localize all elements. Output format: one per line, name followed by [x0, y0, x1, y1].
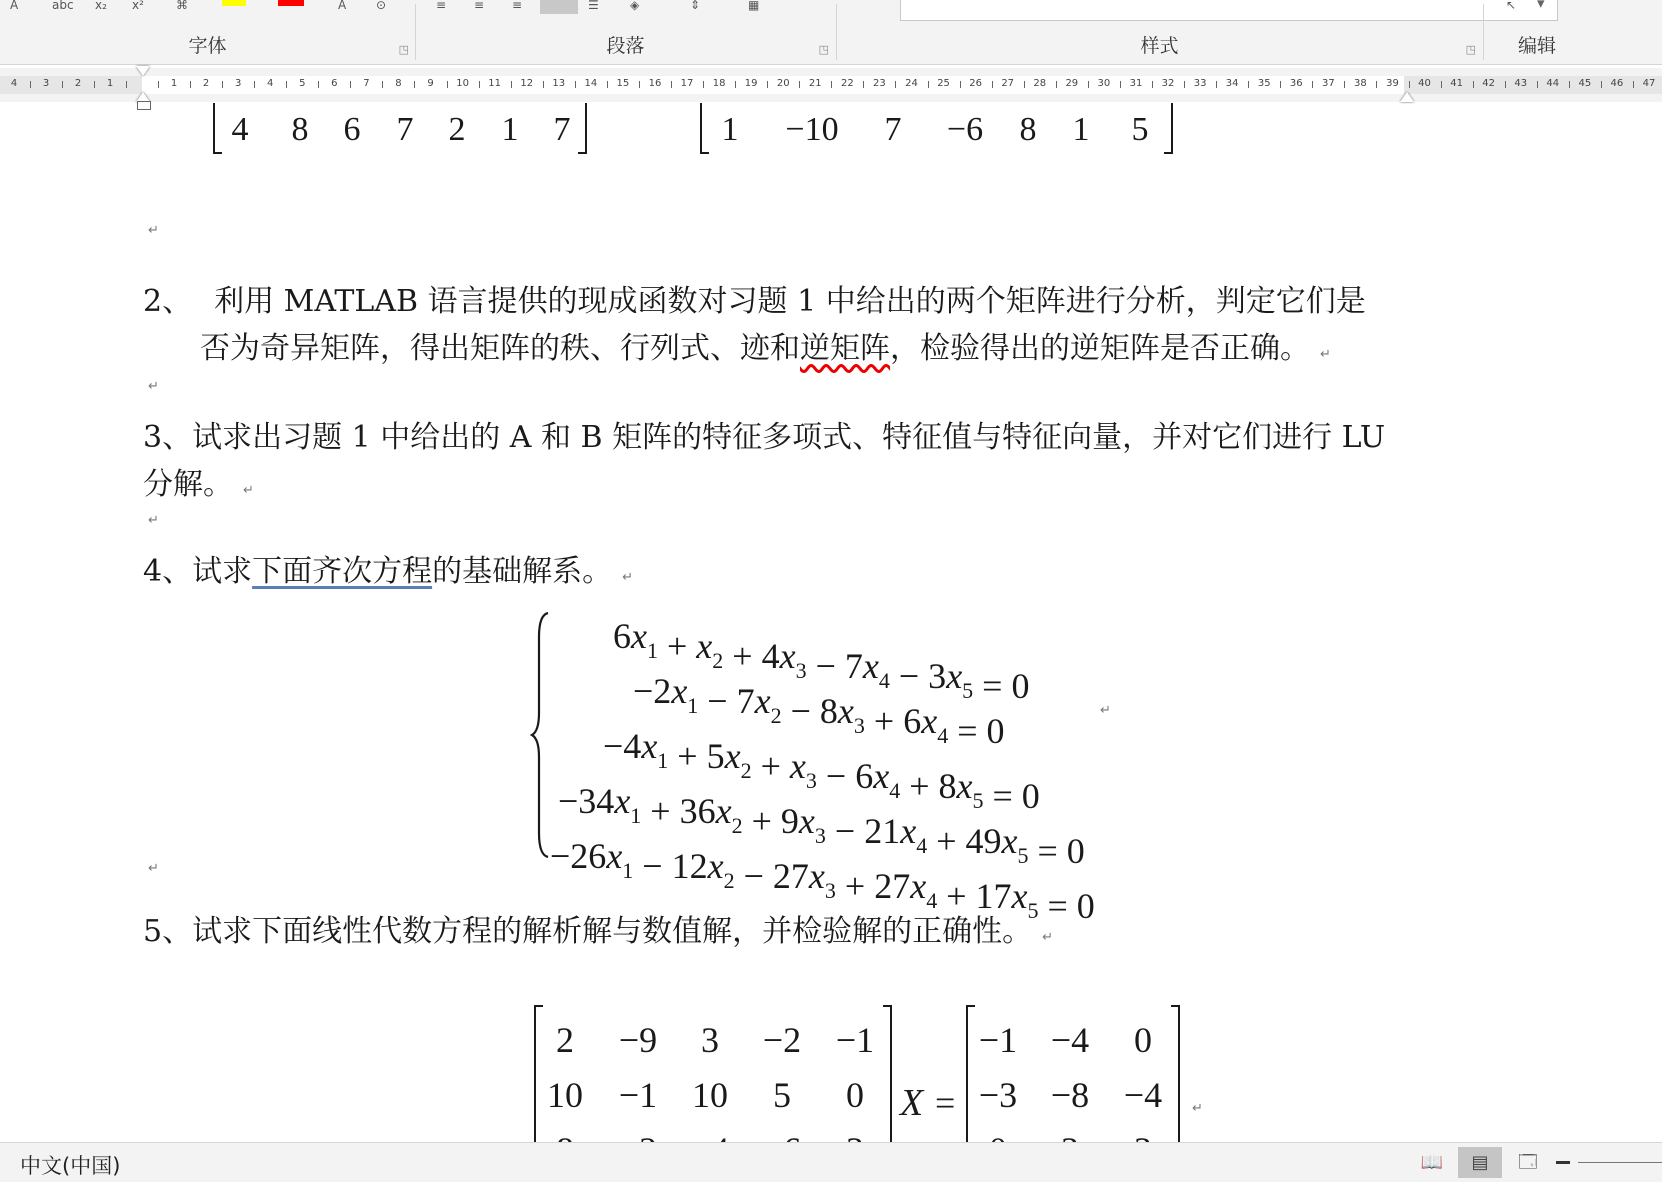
ruler-tick [703, 81, 704, 88]
ruler-tick [1216, 81, 1217, 88]
ruler-number: 13 [552, 78, 566, 89]
text-effects-icon[interactable]: A [10, 0, 19, 12]
ruler-tick [960, 81, 961, 88]
ruler-tick [1056, 81, 1057, 88]
editing-group [1490, 0, 1662, 64]
ruler-tick [1024, 81, 1025, 88]
paragraph-group-label: 段落 [606, 35, 645, 57]
matrix-cell: −1 [835, 1020, 875, 1060]
styles-group [837, 0, 1482, 64]
divider [1483, 4, 1484, 60]
matrix-cell: 8 [291, 111, 309, 148]
ruler-number: 29 [1065, 78, 1079, 89]
matrix-cell: 1 [501, 111, 519, 148]
ruler-number: 24 [905, 78, 918, 89]
print-layout-icon[interactable]: ▤ [1458, 1147, 1502, 1178]
equation-row: $-26x_1 - 12x_2 - 27x_3 + 27x_4 + 17x_5 = 0$ [550, 836, 1095, 926]
ruler-tick [1312, 81, 1313, 88]
paragraph-mark: ↵ [243, 483, 254, 498]
ruler-number: 36 [1289, 78, 1303, 89]
styles-dialog-launcher-icon[interactable]: ◳ [1465, 43, 1476, 56]
right-indent-marker[interactable] [1400, 92, 1414, 102]
editing-group-label: 编辑 [1518, 35, 1557, 57]
ruler-number: 3 [42, 78, 50, 89]
ruler-tick [928, 81, 929, 88]
superscript-icon[interactable]: x² [132, 0, 144, 12]
ruler-tick [1537, 81, 1538, 88]
ruler-number: 21 [808, 78, 822, 89]
ruler-number: 42 [1482, 78, 1496, 89]
ruler-number: 4 [10, 78, 18, 89]
ruler-tick [1633, 81, 1634, 88]
zoom-slider[interactable] [1578, 1162, 1662, 1163]
language-indicator[interactable]: 中文(中国) [20, 1154, 121, 1178]
right-matrix-right-bracket [1171, 1006, 1179, 1146]
strikethrough-icon[interactable]: abc [52, 0, 74, 12]
ruler-tick [382, 81, 383, 88]
ruler-tick [1152, 81, 1153, 88]
char-shading-icon[interactable]: A [338, 0, 347, 12]
font-group [0, 0, 415, 64]
ruler-number: 47 [1642, 78, 1656, 89]
paragraph-mark: ↵ [148, 379, 159, 394]
matrix-cell: −3 [978, 1075, 1018, 1115]
ruler-number: 34 [1225, 78, 1239, 89]
q2-line2a: 否为奇异矩阵，得出矩阵的秩、行列式、迹和 [200, 331, 800, 366]
ruler-tick [158, 81, 159, 88]
ruler-number: 43 [1514, 78, 1528, 89]
question-3 [143, 414, 1385, 461]
matrix-a-right-bracket [578, 103, 586, 153]
matrix-cell: −10 [785, 111, 839, 148]
font-dialog-launcher-icon[interactable]: ◳ [398, 43, 409, 56]
right-matrix-left-bracket [967, 1006, 975, 1146]
q3-line2: 分解。 [143, 467, 233, 502]
ruler-number: 16 [648, 78, 662, 89]
ruler-tick [254, 81, 255, 88]
ruler-tick [1344, 81, 1345, 88]
ruler-tick [1280, 81, 1281, 88]
ruler-tick [447, 81, 448, 88]
matrix-cell: 6 [343, 111, 361, 148]
matrix-a-left-bracket [214, 103, 222, 153]
ruler-number: 35 [1257, 78, 1271, 89]
ruler-tick [318, 81, 319, 88]
matrix-cell: 3 [701, 1020, 719, 1060]
equation-row: $6x_1 + x_2 + 4x_3 - 7x_4 - 3x_5 = 0$ [613, 616, 1030, 706]
ruler-number: 14 [584, 78, 598, 89]
ruler-number: 44 [1546, 78, 1560, 89]
matrix-cell: 1 [1072, 111, 1090, 148]
matrix-cell: 4 [231, 111, 249, 148]
ruler-number: 15 [616, 78, 630, 89]
document-page[interactable] [0, 103, 1662, 1142]
matrix-cell: 2 [556, 1020, 574, 1060]
matrix-cell: 5 [773, 1075, 791, 1115]
ruler-tick [895, 81, 896, 88]
paragraph-mark: ↵ [148, 223, 159, 238]
ruler-tick [30, 81, 31, 88]
q3-line1: 3、试求出习题 1 中给出的 A 和 B 矩阵的特征多项式、特征值与特征向量，并对它们进行 LU [143, 420, 1386, 455]
ruler-tick [1601, 81, 1602, 88]
matrix-cell: −6 [946, 111, 984, 148]
matrix-cell: −8 [1050, 1075, 1090, 1115]
matrix-cell: 10 [547, 1075, 583, 1115]
matrix-cell: −2 [762, 1020, 802, 1060]
left-matrix-right-bracket [883, 1006, 891, 1146]
ruler-tick [671, 81, 672, 88]
matrix-cell: 2 [448, 111, 466, 148]
ruler-tick [1376, 81, 1377, 88]
q2-number: 2、 [143, 284, 193, 319]
ruler-number: 41 [1450, 78, 1463, 89]
ruler-number: 9 [427, 78, 434, 89]
ruler-tick [639, 81, 640, 88]
paragraph-mark: ↵ [1192, 1101, 1203, 1116]
matrix-cell: 0 [846, 1075, 864, 1115]
ruler-number: 2 [74, 78, 82, 89]
styles-group-label: 样式 [1140, 35, 1179, 57]
ruler-number: 3 [234, 78, 242, 89]
align-left-icon[interactable]: ≡ [436, 0, 447, 12]
ruler-number: 38 [1354, 78, 1367, 89]
ruler-tick [575, 81, 576, 88]
matrix-cell: 0 [1134, 1020, 1152, 1060]
ruler-tick [863, 81, 864, 88]
ruler-tick [1184, 81, 1185, 88]
ruler-number: 46 [1610, 78, 1624, 89]
ruler-number: 33 [1193, 78, 1207, 89]
ruler-tick [479, 81, 480, 88]
q2-line1: 利用 MATLAB 语言提供的现成函数对习题 1 中给出的两个矩阵进行分析，判定它们是 [214, 284, 1366, 319]
ruler-number: 1 [170, 78, 178, 89]
zoom-out-icon[interactable] [1556, 1161, 1570, 1164]
left-matrix-left-bracket [535, 1006, 543, 1146]
ruler-tick [350, 81, 351, 88]
system-left-brace [532, 613, 548, 857]
ruler-tick [831, 81, 832, 88]
subscript-icon[interactable]: x₂ [95, 0, 107, 12]
matrix-cell: 7 [884, 111, 902, 148]
matrix-top [0, 103, 1662, 163]
ruler-tick [511, 81, 512, 88]
borders-icon[interactable]: ▦ [748, 0, 760, 12]
equation-row: $-2x_1 - 7x_2 - 8x_3 + 6x_4 = 0$ [633, 671, 1005, 751]
ruler-tick [126, 81, 127, 88]
matrix-equation [0, 996, 1662, 1146]
ruler-number: 31 [1129, 78, 1143, 89]
equation-row: $-34x_1 + 36x_2 + 9x_3 - 21x_4 + 49x_5 = 0$ [558, 781, 1085, 871]
equation-row: $-4x_1 + 5x_2 + x_3 - 6x_4 + 8x_5 = 0$ [603, 726, 1040, 816]
matrix-cell: −4 [1050, 1020, 1090, 1060]
paragraph-mark: ↵ [1320, 347, 1331, 362]
font-group-label: 字体 [188, 35, 227, 57]
equals-sign: = [935, 1083, 956, 1123]
ruler-tick [767, 81, 768, 88]
matrix-cell: 7 [553, 111, 571, 148]
ruler-number: 8 [395, 78, 402, 89]
paragraph-group [416, 0, 835, 64]
matrix-cell: −4 [1123, 1075, 1163, 1115]
ruler-number: 30 [1097, 78, 1111, 89]
chevron-down-icon[interactable]: ▾ [1537, 0, 1545, 12]
paragraph-mark: ↵ [622, 570, 633, 585]
ruler-number: 28 [1033, 78, 1047, 89]
line-spacing-icon[interactable]: ⇕ [690, 0, 701, 12]
matrix-b-left-bracket [701, 103, 709, 153]
ruler-number: 39 [1386, 78, 1399, 89]
ruler-number: 6 [331, 78, 338, 89]
ruler-number: 2 [202, 78, 210, 89]
align-right-icon[interactable]: ≡ [512, 0, 523, 12]
ruler-number: 17 [680, 78, 694, 89]
ruler-number: 37 [1321, 78, 1335, 89]
ruler-tick [1120, 81, 1121, 88]
ruler-number: 40 [1418, 78, 1431, 89]
ruler-number: 23 [873, 78, 886, 89]
ruler-tick [1473, 81, 1474, 88]
ruler-number: 7 [363, 78, 370, 89]
matrix-b-right-bracket [1164, 103, 1172, 153]
matrix-cell: −1 [978, 1020, 1018, 1060]
matrix-cell: 10 [692, 1075, 728, 1115]
ruler-number: 10 [456, 78, 469, 89]
ruler-tick [1248, 81, 1249, 88]
ruler-tick [414, 81, 415, 88]
status-bar [0, 1142, 1662, 1182]
ruler-number: 20 [776, 78, 790, 89]
format-painter-icon[interactable]: ⌘ [176, 0, 188, 12]
q4-suffix: 的基础解系。 [432, 554, 613, 589]
ruler-number: 45 [1578, 78, 1592, 89]
question-2-cont [200, 325, 1331, 378]
ruler-tick [735, 81, 736, 88]
ruler-tick [286, 81, 287, 88]
enclose-char-icon[interactable]: ⊙ [376, 0, 387, 12]
ruler-tick [94, 81, 95, 88]
matrix-cell: −1 [618, 1075, 658, 1115]
ribbon [0, 0, 1662, 65]
shading-icon[interactable]: ◈ [630, 0, 640, 12]
ruler-number: 18 [712, 78, 726, 89]
matrix-cell: 7 [396, 111, 414, 148]
q4-prefix: 4、试求 [143, 554, 253, 589]
ruler-number: 27 [1001, 78, 1015, 89]
matrix-cell: 1 [721, 111, 739, 148]
question-5 [143, 908, 1053, 961]
question-4 [143, 548, 633, 601]
ruler-number: 32 [1161, 78, 1175, 89]
ruler-tick [992, 81, 993, 88]
ruler-tick [62, 81, 63, 88]
ruler-tick [1088, 81, 1089, 88]
ruler-tick [1569, 81, 1570, 88]
ruler-tick [799, 81, 800, 88]
select-cursor-icon[interactable]: ↖ [1506, 0, 1517, 12]
first-line-indent-marker[interactable] [136, 66, 150, 76]
paragraph-mark: ↵ [148, 861, 159, 876]
matrix-cell: 8 [1019, 111, 1037, 148]
ruler-number: 22 [840, 78, 854, 89]
variable-x: X [900, 1082, 924, 1124]
paragraph-mark: ↵ [1042, 930, 1053, 945]
ruler-tick [222, 81, 223, 88]
read-mode-icon[interactable]: 📖 [1420, 1152, 1444, 1173]
ruler-number: 5 [299, 78, 306, 89]
paragraph-dialog-launcher-icon[interactable]: ◳ [818, 43, 829, 56]
paragraph-mark: ↵ [148, 513, 159, 528]
web-layout-icon[interactable]: 🗔 [1518, 1152, 1538, 1173]
paragraph-mark: ↵ [1100, 703, 1111, 718]
ruler-number: 1 [106, 78, 114, 89]
ruler-number: 25 [937, 78, 950, 89]
question-3-cont [143, 461, 254, 514]
ruler-tick [1505, 81, 1506, 88]
ruler-number: 19 [744, 78, 758, 89]
matrix-cell: −9 [618, 1020, 658, 1060]
ruler-tick [1441, 81, 1442, 88]
ruler-tick [543, 81, 544, 88]
distributed-icon[interactable]: ☰ [588, 0, 599, 12]
q2-spellcheck-word[interactable]: 逆矩阵 [800, 331, 890, 366]
equation-system [0, 613, 1662, 926]
ruler-tick [607, 81, 608, 88]
matrix-cell: 5 [1131, 111, 1149, 148]
q4-underlined-text[interactable]: 下面齐次方程 [252, 554, 433, 589]
ruler-tick [1409, 81, 1410, 88]
ruler-number: 26 [969, 78, 982, 89]
question-2 [143, 278, 1366, 325]
ruler-number: 12 [520, 78, 534, 89]
ruler-number: 4 [267, 78, 274, 89]
ruler-tick [190, 81, 191, 88]
q5-text: 5、试求下面线性代数方程的解析解与数值解，并检验解的正确性。 [143, 914, 1033, 949]
ruler-number: 11 [488, 78, 502, 89]
align-center-icon[interactable]: ≡ [474, 0, 485, 12]
q2-line2c: ，检验得出的逆矩阵是否正确。 [890, 331, 1310, 366]
